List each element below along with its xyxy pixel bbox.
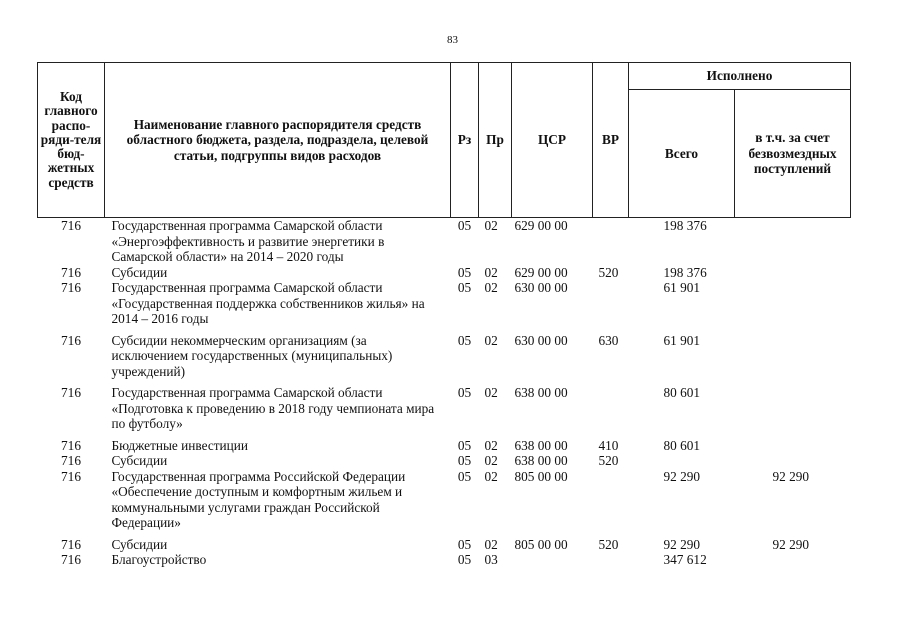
cell-pr: 02 xyxy=(484,332,498,348)
header-free: в т.ч. за счет безвозмездных поступлений xyxy=(735,90,851,218)
cell-free xyxy=(735,218,851,265)
cell-free xyxy=(735,327,851,380)
header-pr: Пр xyxy=(479,63,512,218)
cell-rz: 05 xyxy=(457,280,472,295)
cell-rz: 05 xyxy=(457,218,472,233)
cell-name: Субсидии xyxy=(111,453,168,468)
cell-pr: 02 xyxy=(484,385,498,400)
cell-pr: 02 xyxy=(484,437,498,453)
cell-free xyxy=(735,432,851,454)
cell-csr: 630 00 00 xyxy=(514,332,568,348)
cell-vr xyxy=(593,469,629,531)
cell-total: 80 601 xyxy=(663,437,701,453)
cell-csr xyxy=(512,552,593,568)
cell-free xyxy=(735,265,851,281)
table-row xyxy=(38,379,851,432)
cell-csr: 629 00 00 xyxy=(514,218,568,233)
cell-code: 716 xyxy=(61,437,81,453)
header-executed: Исполнено xyxy=(629,63,851,90)
cell-csr: 638 00 00 xyxy=(514,453,568,468)
cell-vr xyxy=(593,280,629,327)
header-vr: ВР xyxy=(593,63,629,218)
cell-name: Субсидии xyxy=(111,536,168,552)
cell-total: 92 290 xyxy=(663,536,701,552)
cell-free xyxy=(735,453,851,469)
cell-name: Государственная программа Самарской области «Государственная поддержка собственников жилья» на 2014 – 2016 годы xyxy=(111,280,425,326)
cell-pr: 02 xyxy=(484,468,498,484)
cell-code: 716 xyxy=(61,280,81,295)
cell-vr: 520 xyxy=(598,453,619,468)
table-row xyxy=(38,453,851,469)
cell-vr: 410 xyxy=(598,437,619,453)
cell-name: Субсидии некоммерческим организациям (за исключением государственных (муниципальных) учреждений) xyxy=(111,332,393,379)
table-header xyxy=(38,63,851,218)
cell-total: 198 376 xyxy=(663,218,707,233)
cell-vr xyxy=(593,552,629,568)
cell-total: 80 601 xyxy=(663,385,701,400)
cell-code: 716 xyxy=(61,218,81,233)
cell-name: Благоустройство xyxy=(111,552,207,567)
cell-total xyxy=(629,453,735,469)
cell-rz: 05 xyxy=(457,385,472,400)
cell-total: 198 376 xyxy=(663,264,707,280)
cell-code: 716 xyxy=(61,468,81,484)
table-row xyxy=(38,265,851,281)
cell-vr xyxy=(593,218,629,265)
cell-pr: 02 xyxy=(484,536,498,552)
table-row xyxy=(38,552,851,568)
cell-name: Государственная программа Самарской области «Подготовка к проведению в 2018 году чемпионата мира по футболу» xyxy=(111,385,435,431)
header-rz: Рз xyxy=(451,63,479,218)
cell-rz: 05 xyxy=(457,437,472,453)
table-row xyxy=(38,280,851,327)
cell-code: 716 xyxy=(61,453,81,468)
cell-pr: 02 xyxy=(484,453,498,468)
cell-name: Бюджетные инвестиции xyxy=(111,437,249,453)
cell-code: 716 xyxy=(61,264,81,280)
budget-table xyxy=(37,62,851,568)
cell-code: 716 xyxy=(61,332,81,348)
cell-free xyxy=(735,280,851,327)
cell-name: Субсидии xyxy=(111,264,168,280)
cell-pr: 02 xyxy=(484,264,498,280)
cell-total: 92 290 xyxy=(663,468,701,484)
table-body xyxy=(38,218,851,568)
page-number: 83 xyxy=(447,34,458,46)
header-code: Код главного распо-ряди-теля бюд-жетных средств xyxy=(38,63,105,218)
cell-rz: 05 xyxy=(457,332,472,348)
cell-csr: 638 00 00 xyxy=(514,385,568,400)
cell-free xyxy=(735,552,851,568)
table-row xyxy=(38,469,851,531)
cell-name: Государственная программа Самарской области «Энергоэффективность и развитие энергетики в Самарской области» на 2014 – 2020 годы xyxy=(111,218,385,264)
cell-free xyxy=(735,379,851,432)
cell-free: 92 290 xyxy=(772,468,810,484)
cell-csr: 638 00 00 xyxy=(514,437,568,453)
header-name: Наименование главного распорядителя средств областного бюджета, раздела, подраздела, целевой статьи, подгруппы видов расходов xyxy=(105,63,451,218)
header-csr: ЦСР xyxy=(512,63,593,218)
cell-rz: 05 xyxy=(457,536,472,552)
cell-vr: 520 xyxy=(598,264,619,280)
table-row xyxy=(38,531,851,553)
cell-vr xyxy=(593,379,629,432)
cell-vr: 630 xyxy=(598,332,619,348)
table-row xyxy=(38,327,851,380)
cell-code: 716 xyxy=(61,536,81,552)
cell-rz: 05 xyxy=(457,552,472,567)
cell-vr: 520 xyxy=(598,536,619,552)
cell-free: 92 290 xyxy=(772,536,810,552)
cell-rz: 05 xyxy=(457,453,472,468)
cell-total: 61 901 xyxy=(663,332,701,348)
cell-pr: 02 xyxy=(484,280,498,295)
cell-pr: 03 xyxy=(484,552,498,567)
cell-code: 716 xyxy=(61,385,81,400)
cell-csr: 630 00 00 xyxy=(514,280,568,295)
table-row xyxy=(38,432,851,454)
cell-rz: 05 xyxy=(457,264,472,280)
cell-csr: 629 00 00 xyxy=(514,264,568,280)
cell-code: 716 xyxy=(61,552,81,567)
cell-pr: 02 xyxy=(484,218,498,233)
cell-total: 347 612 xyxy=(663,552,707,567)
cell-csr: 805 00 00 xyxy=(514,536,568,552)
header-total: Всего xyxy=(629,90,735,218)
cell-total: 61 901 xyxy=(663,280,701,295)
table-row xyxy=(38,218,851,265)
cell-rz: 05 xyxy=(457,468,472,484)
cell-name: Государственная программа Российской Федерации «Обеспечение доступным и комфортным жильем и коммунальными услугами граждан Российской Федерации» xyxy=(111,468,406,530)
cell-csr: 805 00 00 xyxy=(514,468,568,484)
